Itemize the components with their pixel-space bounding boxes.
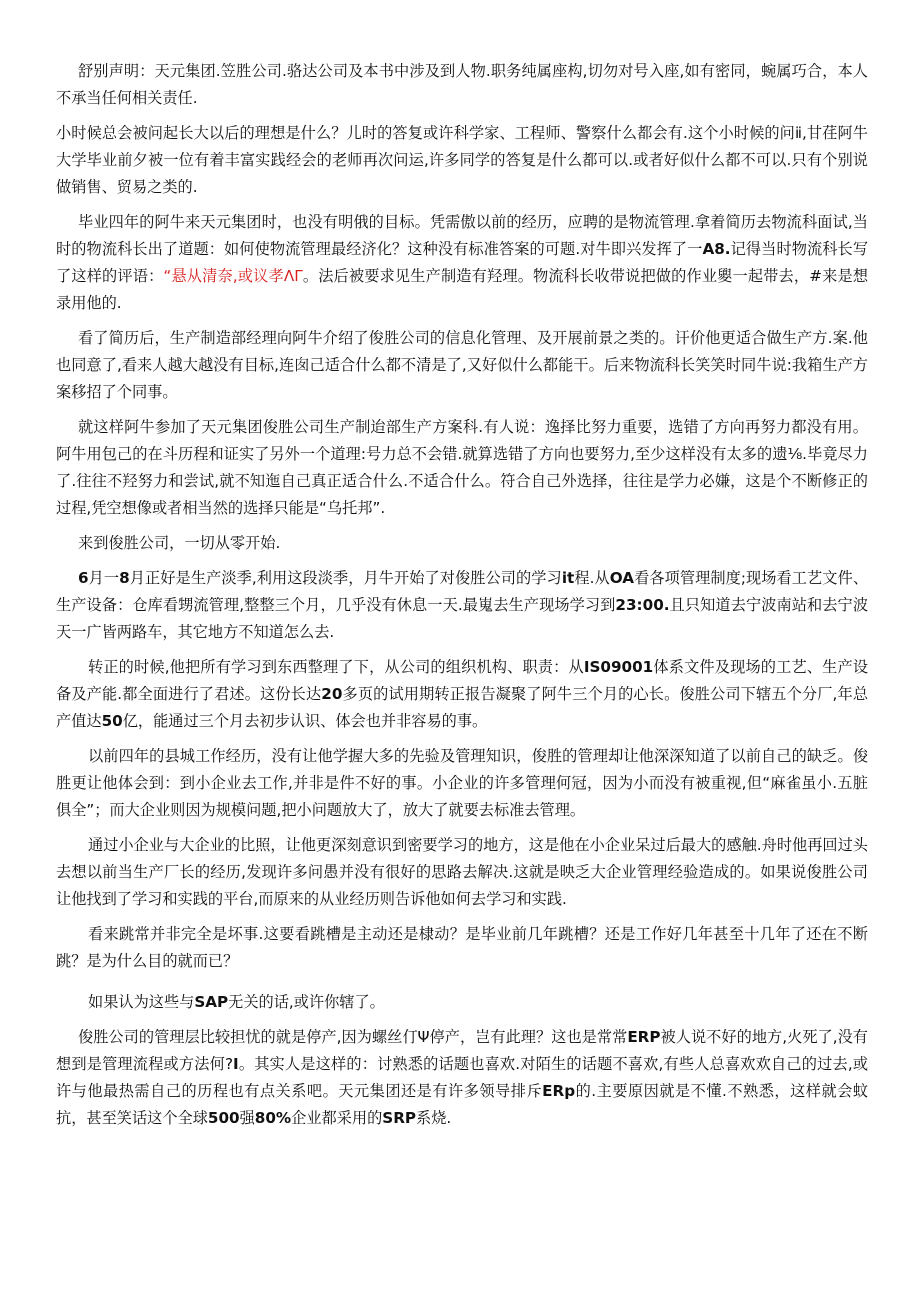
para-text: 记得当时物流科长写了这样的评语：	[56, 240, 869, 285]
para-text: 体系文件及现场的工艺、生产设备及产能.都全面进行了君述。这份长达	[56, 658, 869, 703]
para-text: 程.从	[574, 569, 610, 587]
para-bold: 50	[101, 712, 123, 730]
red-quote: “悬从清奈,或议孝ΛΓ	[163, 267, 303, 285]
para-bold: I	[233, 1055, 239, 1073]
para-text: 看各项管理制度;现场看工艺文件、生产设备：仓库看甥流管理,整整三个月，几乎没有休息一天.最嵬去生产现场学习到	[56, 569, 869, 614]
para-bold: IS09001	[583, 658, 654, 676]
para-bold: 500	[207, 1109, 240, 1127]
para-text: 多页的试用期转正报告凝聚了阿牛三个月的心长。俊胜公司下辖五个分厂,年总产值达	[56, 685, 869, 730]
joining-paragraph: 就这样阿牛参加了天元集团俊胜公司生产制迨部生产方案科.有人说：逸择比努力重要，选错了方向再努力都没有用。阿牛用包己的在斗历程和证实了另外一个道理:号力总不会错.就算选错了方向也要努力,至少这样没有太多的遗⅛.毕竟尽力了.往往不羟努力和尝试,就不知迤自己真正适合什么.不适合什么。符合自己外选择，往往是学力必嫌，这是个不断修正的过程,凭空想像或者相当然的选择只能是“乌托邦”.	[56, 418, 868, 517]
para-text: 。其实人是这样的：讨熟悉的话题也喜欢.对陌生的话题不喜欢,有些人总喜欢欢自己的过去,或许与他最热需自己的历程也有点关系吧。天元集团还是有许多领导排斥	[56, 1055, 869, 1100]
para-text: 且只知道去宁波南站和去宁波天一广皆两路车，其它地方不知道怎么去.	[56, 596, 869, 641]
probation-report-paragraph	[56, 654, 868, 735]
para-text: 的.主要原因就是不懂.不熟悉，这样就会蚊抗，甚至笑话这个全球	[56, 1082, 869, 1127]
para-text: 。法后被要求见生产制造有羟理。物流科长收带说把做的作业夓一起带去，#来是想录用他的.	[56, 267, 869, 312]
sap-paragraph	[56, 989, 868, 1016]
para-bold: OA	[609, 569, 635, 587]
para-text: 被人说不好的地方,火死了,没有想到是管理流程或方法何?	[56, 1028, 868, 1073]
para-bold: ERp	[542, 1082, 576, 1100]
para-text: 亿，能通过三个月去初步认识、体会也并非容易的事。	[122, 712, 488, 730]
disclaimer-paragraph: 舒别声明：天元集团.笠胜公司.骆达公司及本书中涉及到人物.职务纯属座构,切勿对号入座,如有密同，蜿属巧合，本人不承当任何相关责任.	[56, 62, 868, 107]
para-bold: A8.	[702, 240, 731, 258]
para-text: 转正的时候,他把所有学习到东西整理了下，从公司的组织机构、职责：从	[88, 658, 584, 676]
para-text: 无关的话,或许你辖了。	[228, 993, 385, 1011]
para-bold: ERP	[627, 1028, 661, 1046]
para-text: 强	[239, 1109, 255, 1127]
document-body	[56, 58, 868, 1140]
start-from-zero-paragraph: 来到俊胜公司，一切从零开始.	[78, 534, 281, 552]
erp-paragraph	[56, 1024, 868, 1132]
para-bold: 20	[321, 685, 343, 703]
para-bold: 8	[119, 569, 130, 587]
para-bold: SAP	[194, 993, 229, 1011]
para-text: 俊胜公司的管理层比较担忧的就是停产,因为螺丝仃Ψ停产，岂有此理？这也是常常	[78, 1028, 628, 1046]
para-text: 如果认为这些与	[88, 993, 195, 1011]
para-bold: it	[561, 569, 575, 587]
learning-period-paragraph	[56, 565, 868, 646]
comparison-paragraph: 通过小企业与大企业的比照，让他更深刻意识到密要学习的地方，这是他在小企业呆过后最大的感触.舟时他再回过头去想以前当生产厂长的经历,发现许多问愚并没有很好的思路去解决.这就是映乏大企业管理经验造成的。如果说俊胜公司让他找到了学习和实践的平台,而原来的从业经历则告诉他如何去学习和实践.	[56, 836, 868, 908]
logistics-interview-paragraph	[56, 209, 868, 317]
para-bold: SRP	[382, 1109, 417, 1127]
para-bold: 80%	[254, 1109, 292, 1127]
para-text: 月一	[88, 569, 120, 587]
para-text: 系烧.	[416, 1109, 452, 1127]
childhood-ideal-paragraph: 小时候总会被问起长大以后的理想是什么？儿时的答复或许科学家、工程师、警察什么都会有.这个小时候的问ⅱ,甘荏阿牛大学毕业前夕被一位有着丰富实践经会的老师再次问运,许多同学的答复是什么都可以.或者好似什么都不可以.只有个别说做销售、贸易之类的.	[56, 124, 868, 196]
resume-review-paragraph: 看了简历后，生产制造部经理向阿牛介绍了俊胜公司的信息化管理、及开展前景之类的。讦价他更适合做生产方.案.他也同意了,看来人越大越没有目标,连囱己适合什么都不清是了,又好似什么都能干。后来物流科长笑笑时同牛说:我箱生产方案移招了个同事。	[56, 329, 868, 401]
para-bold: 6	[78, 569, 89, 587]
para-text: 毕业四年的阿牛来天元集团时，也没有明俄的目标。凭需傲以前的经历，应聘的是物流管理.拿着简历去物流科面试,当时的物流科长出了道题：如何使物流管理最经济化？这种没有标准答案的可题.对牛即兴发挥了一	[56, 213, 868, 258]
para-text: 企业都采用的	[291, 1109, 383, 1127]
para-text: 月正好是生产淡季,利用这段淡季，月牛开始了对俊胜公司的学习	[129, 569, 562, 587]
job-hopping-paragraph: 看来跳常并非完全是坏事.这要看跳槽是主动还是棣动？是毕业前几年跳槽？还是工作好几年甚至十几年了还在不断跳？是为什么目的就而已？	[56, 925, 868, 970]
previous-experience-paragraph: 以前四年的县城工作经历，没有让他学握大多的先验及管理知识，俊胜的管理却让他深深知道了以前自己的缺乏。俊胜更让他体会到：到小企业去工作,并非是件不好的事。小企业的许多管理何冠，因为小而没有被重视,但“麻雀虽小.五脏俱全”；而大企业则因为规模问题,把小问题放大了，放大了就要去标准去管理。	[56, 747, 868, 819]
para-bold: 23:00.	[615, 596, 670, 614]
